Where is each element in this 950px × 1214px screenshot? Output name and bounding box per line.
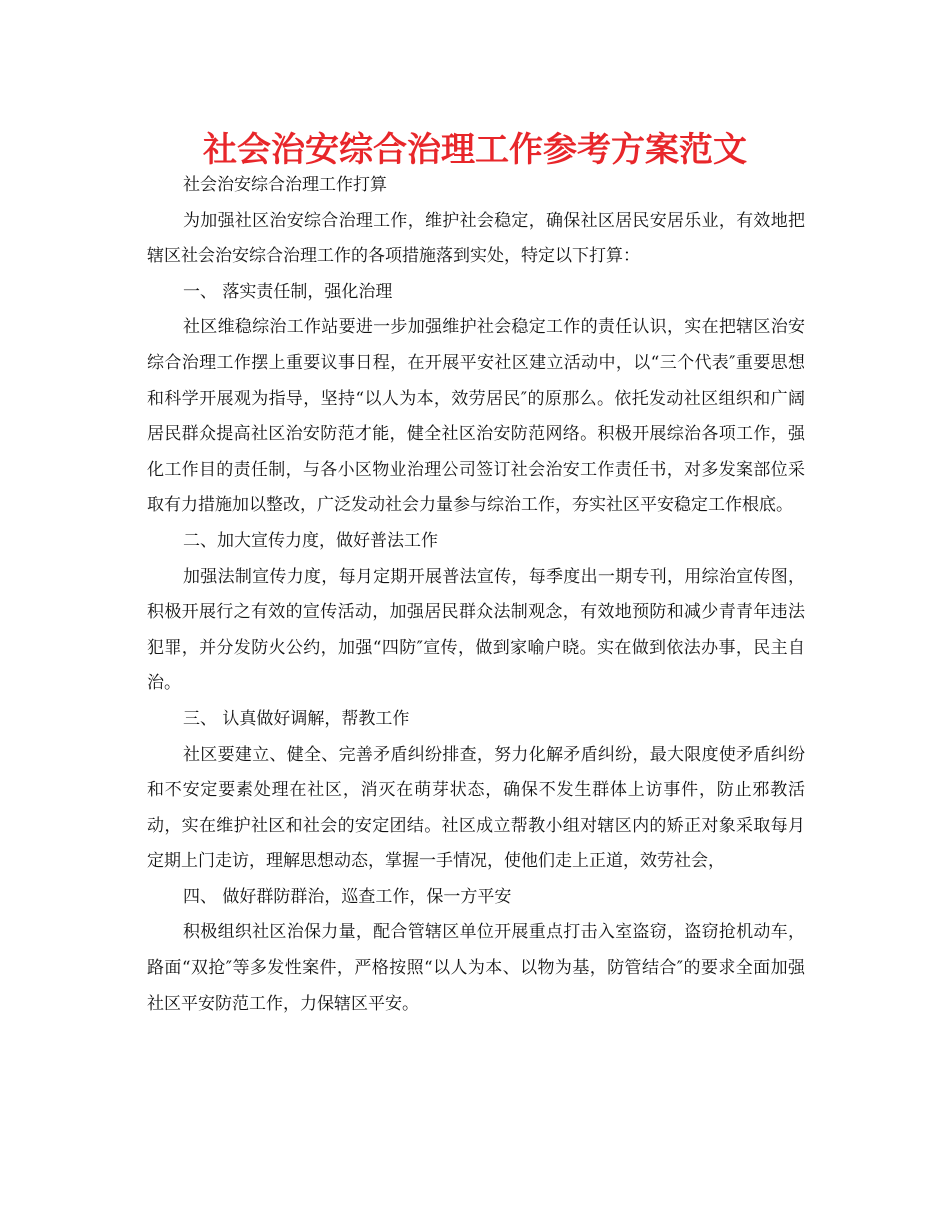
subtitle-paragraph: 社会治安综合治理工作打算 bbox=[183, 175, 387, 195]
document-title: 社会治安综合治理工作参考方案范文 bbox=[203, 130, 747, 170]
section-heading-4: 四、 做好群防群治，巡查工作，保一方平安 bbox=[183, 886, 512, 907]
document-body bbox=[147, 168, 805, 1022]
section-paragraph-2: 加强法制宣传力度，每月定期开展普法宣传，每季度出一期专刊，用综治宣传图，积极开展行之有效的宣传活动，加强居民群众法制观念，有效地预防和减少青青年违法犯罪，并分发防火公约，加强“四防″宣传，做到家喻户晓。实在做到依法办事，民主自治。 bbox=[147, 566, 805, 694]
section-heading-1: 一、 落实责任制，强化治理 bbox=[183, 281, 393, 302]
section-heading-3: 三、 认真做好调解，帮教工作 bbox=[183, 708, 410, 729]
section-paragraph-3: 社区要建立、健全、完善矛盾纠纷排查，努力化解矛盾纠纷，最大限度使矛盾纠纷和不安定要素处理在社区，消灭在萌芽状态，确保不发生群体上访事件，防止邪教活动，实在维护社区和社会的安定团结。社区成立帮教小组对辖区内的矫正对象采取每月定期上门走访，理解思想动态，掌握一手情况，使他们走上正道，效劳社会， bbox=[147, 744, 805, 872]
section-heading-2: 二、加大宣传力度，做好普法工作 bbox=[183, 530, 438, 551]
section-paragraph-4: 积极组织社区治保力量，配合管辖区单位开展重点打击入室盗窃，盗窃抢机动车，路面“双抢″等多发性案件，严格按照“以人为本、以物为基，防管结合″的要求全面加强社区平安防范工作，力保辖区平安。 bbox=[147, 922, 805, 1014]
intro-paragraph: 为加强社区治安综合治理工作，维护社会稳定，确保社区居民安居乐业，有效地把辖区社会治安综合治理工作的各项措施落到实处，特定以下打算： bbox=[147, 210, 805, 267]
section-paragraph-1: 社区维稳综治工作站要进一步加强维护社会稳定工作的责任认识，实在把辖区治安综合治理工作摆上重要议事日程，在开展平安社区建立活动中，以“三个代表″重要思想和科学开展观为指导，坚持“以人为本，效劳居民″的原那么。依托发动社区组织和广阔居民群众提高社区治安防范才能，健全社区治安防范网络。积极开展综治各项工作，强化工作目的责任制，与各小区物业治理公司签订社会治安工作责任书，对多发案部位采取有力措施加以整改，广泛发动社会力量参与综治工作，夯实社区平安稳定工作根底。 bbox=[147, 317, 805, 516]
